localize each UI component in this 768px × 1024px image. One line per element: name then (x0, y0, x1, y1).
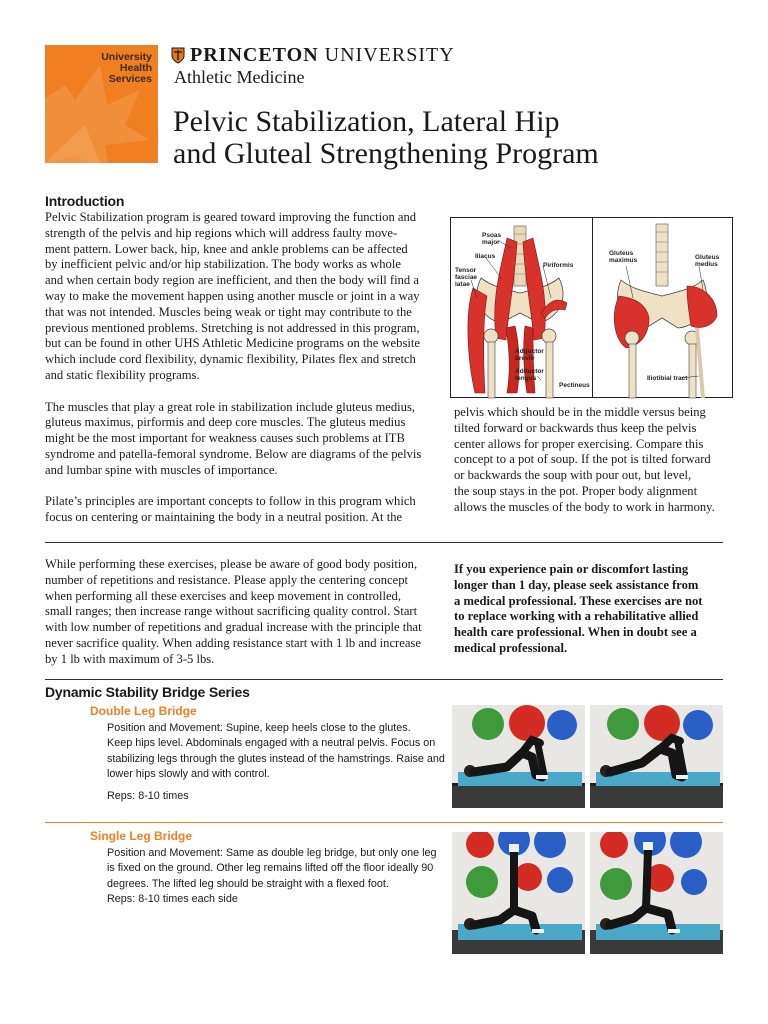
exercise-body-single-leg-bridge (107, 846, 442, 908)
text-line: Keep hips level. Abdominals engaged with a neutral pelvis. Focus on (107, 737, 436, 750)
text-line: which include cord flexibility, dynamic flexibility, Pilates flex and stretch (45, 352, 416, 367)
photo-single-bridge-2 (590, 832, 723, 954)
text-line: gluteus maximus, pirformis and deep core muscles. The gluteus medius (45, 415, 406, 430)
uhs-logo (45, 45, 158, 163)
text-line: lower hips slowly and with control. (107, 768, 270, 781)
exercise-divider (45, 822, 723, 823)
text-line: Pelvic Stabilization program is geared toward improving the function and (45, 210, 417, 224)
university-name (171, 44, 455, 67)
text-line: by inefficient pelvic and/or hip stabilization. The body works as whole (45, 257, 401, 272)
text-line: If you experience pain or discomfort lasting (454, 562, 689, 576)
exercise-reps: Reps: 8-10 times (107, 789, 189, 802)
text-line: Position and Movement: Supine, keep heels close to the glutes. (107, 722, 411, 734)
text-line: might be the most important for weakness causes such problems at ITB (45, 431, 405, 446)
text-line: small ranges; then increase range without sacrificing quality control. Start (45, 604, 418, 619)
text-line: way to make the movement happen using another muscle or joint in a way (45, 288, 420, 303)
text-line: longer than 1 day, please seek assistance from (454, 577, 699, 592)
text-line: focus on centering or maintaining the body in a neutral position. At the (45, 510, 403, 525)
text-line: The muscles that play a great role in stabilization include gluteus medius, (45, 399, 416, 414)
label-pectineus: Pectineus (559, 382, 590, 389)
text-line: tilted forward or backwards thus keep the pelvis (454, 420, 697, 435)
intro-paragraph-3 (45, 494, 445, 526)
logo-line: Services (108, 73, 152, 85)
label-adductor-longus: Adductor longus (515, 368, 544, 382)
text-line: medical professional. (454, 640, 568, 655)
text-line: degrees. The lifted leg should be straight with a flexed foot. (107, 877, 389, 890)
text-line: stabilizing legs through the glutes instead of the hamstrings. Raise and (107, 752, 445, 765)
text-line: when performing all these exercises and keep movement in controlled, (45, 588, 402, 603)
text-line: previous mentioned problems. Stretching is not addressed in this program, (45, 320, 420, 335)
diagram-divider (592, 218, 593, 397)
text-line: but can be found in other UHS Athletic Medicine programs on the website (45, 336, 420, 351)
exercise-description (107, 721, 445, 783)
text-line: with low number of repetitions and gradual increase with the principle that (45, 620, 422, 635)
label-psoas-major: Psoas major (482, 232, 502, 246)
title-line: Pelvic Stabilization, Lateral Hip (173, 105, 560, 138)
text-line: Position and Movement: Same as double leg bridge, but only one leg (107, 847, 437, 859)
text-line: to replace working with a rehabilitative allied (454, 609, 699, 624)
text-line: by 1 lb with maximum of 3-5 lbs. (45, 651, 215, 666)
photo-double-bridge-2 (590, 705, 723, 808)
text-line: center allows for proper exercising. Compare this (454, 436, 704, 451)
intro-right-column (454, 405, 734, 516)
title-line: and Gluteal Strengthening Program (173, 137, 599, 170)
exercise-body-double-leg-bridge (107, 721, 445, 804)
university-name-rest: UNIVERSITY (318, 44, 455, 66)
text-line: pelvis which should be in the middle versus being (454, 405, 706, 419)
text-line: ment pattern. Lower back, hip, knee and ankle problems can be affected (45, 241, 408, 256)
photo-double-bridge-1 (452, 705, 585, 808)
section-divider (45, 679, 723, 680)
label-iliotibial-tract: Iliotibial tract (647, 375, 688, 382)
exercise-description (107, 846, 442, 892)
department-name: Athletic Medicine (174, 67, 305, 87)
text-line: concept to a pot of soup. If the pot is tilted forward (454, 452, 711, 467)
princeton-shield-icon (171, 47, 185, 64)
introduction-heading: Introduction (45, 193, 125, 209)
label-tensor-fasciae-latae: Tensor fasciae latae (455, 267, 478, 288)
text-line: number of repetitions and resistance. Please apply the centering concept (45, 572, 408, 587)
logo-line: University (101, 51, 152, 63)
text-line: health care professional. When in doubt see a (454, 625, 697, 640)
anatomy-diagram (450, 217, 733, 398)
text-line: and lumbar spine with muscles of importance. (45, 462, 278, 477)
text-line: never sacrifice quality. When adding resistance start with 1 lb and increase (45, 635, 421, 650)
intro-paragraph-2 (45, 400, 445, 479)
text-line: that was not intended. Muscles being weak or tight may contribute to the (45, 304, 412, 319)
text-line: strength of the pelvis and hip regions which will address faulty move- (45, 225, 398, 240)
series-heading: Dynamic Stability Bridge Series (45, 684, 250, 700)
guidelines-text (45, 557, 450, 668)
text-line: is fixed on the ground. Other leg remains lifted off the floor ideally 90 (107, 862, 434, 875)
university-name-bold: PRINCETON (190, 44, 319, 66)
introduction-body (45, 210, 445, 542)
exercise-title-single-leg-bridge: Single Leg Bridge (90, 829, 193, 843)
label-adductor-brevis: Adductor brevis (515, 348, 544, 362)
logo-line: Health (119, 62, 152, 74)
text-line: or backwards the soup with pour out, but level, (454, 468, 692, 483)
text-line: a medical professional. These exercises are not (454, 593, 703, 608)
text-line: the soup stays in the pot. Proper body alignment (454, 483, 698, 498)
page-title (173, 106, 599, 170)
exercise-reps: Reps: 8-10 times each side (107, 893, 238, 906)
text-line: Pilate’s principles are important concepts to follow in this program which (45, 494, 416, 509)
section-divider (45, 542, 723, 543)
label-iliacus: Iliacus (475, 253, 496, 260)
text-line: and static flexibility programs. (45, 367, 200, 382)
label-piriformis: Piriformis (543, 262, 574, 269)
photo-single-bridge-1 (452, 832, 585, 954)
logo-text (101, 52, 152, 85)
text-line: While performing these exercises, please be aware of good body position, (45, 557, 418, 571)
intro-paragraph-1 (45, 210, 445, 384)
label-gluteus-medius: Gluteus medius (695, 254, 720, 268)
text-line: allows the muscles of the body to work in harmony. (454, 499, 715, 514)
text-line: syndrome and patella-femoral syndrome. Below are diagrams of the pelvis (45, 446, 422, 461)
label-gluteus-maximus: Gluteus maximus (609, 250, 638, 264)
text-line: and when certain body region are inefficient, and then the body will find a (45, 273, 419, 288)
exercise-title-double-leg-bridge: Double Leg Bridge (90, 704, 197, 718)
warning-text (454, 562, 724, 657)
